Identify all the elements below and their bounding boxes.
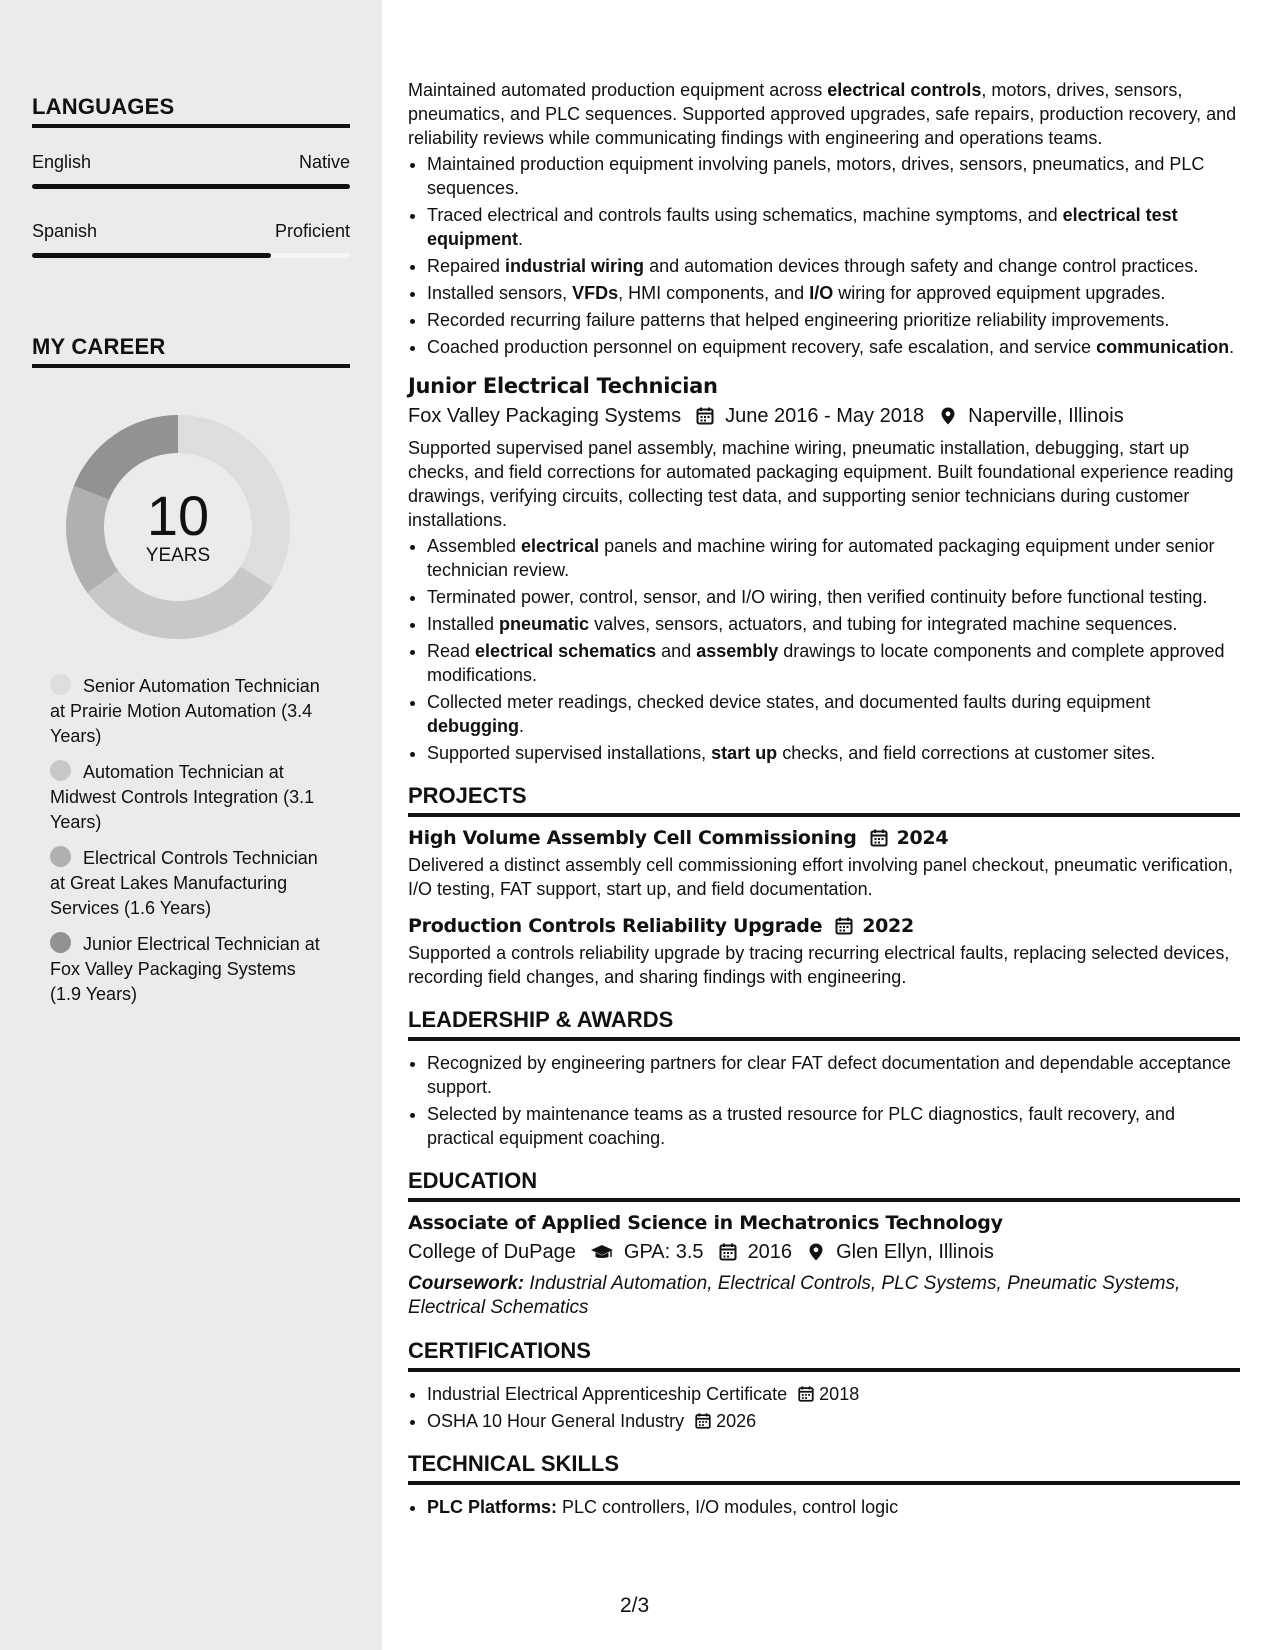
skills-heading: TECHNICAL SKILLS	[408, 1451, 1240, 1485]
coursework-list: Industrial Automation, Electrical Controls, PLC Systems, Pneumatic Systems, Electrical Schematics	[408, 1273, 1181, 1318]
text: wiring for approved equipment upgrades.	[833, 283, 1166, 303]
job-location: Naperville, Illinois	[968, 405, 1124, 427]
job-summary	[408, 78, 1240, 150]
language-name: Spanish	[32, 221, 98, 241]
text: .	[518, 229, 524, 249]
career-legend-item	[50, 674, 330, 749]
job-title: Junior Electrical Technician	[408, 374, 718, 398]
career-legend-item	[50, 760, 330, 835]
project-title-row	[408, 915, 1240, 937]
leadership-item: • Selected by maintenance teams as a trusted resource for PLC diagnostics, fault recovery, and practical equipment coaching.	[427, 1102, 1240, 1150]
keyword: start up	[711, 743, 778, 763]
degree-title: Associate of Applied Science in Mechatronics Technology	[408, 1212, 1003, 1234]
leadership-list	[408, 1051, 1240, 1150]
job-bullet: • Maintained production equipment involving panels, motors, drives, sensors, pneumatics, and PLC sequences.	[427, 152, 1240, 200]
keyword: industrial wiring	[505, 256, 645, 276]
career-legend-item	[50, 846, 330, 921]
career-total-years: 10	[146, 484, 210, 547]
language-row-english	[32, 152, 350, 173]
graduation-cap-icon	[590, 1242, 614, 1262]
text: .	[1229, 337, 1235, 357]
calendar-icon	[695, 406, 715, 426]
project-year: 2022	[862, 915, 914, 937]
job-bullet	[427, 690, 1240, 738]
legend-dot-icon	[50, 674, 71, 695]
text: and automation devices through safety and change control practices.	[644, 256, 1199, 276]
legend-dot-icon	[50, 932, 71, 953]
calendar-icon	[718, 1242, 738, 1262]
career-legend-label: Junior Electrical Technician at Fox Valley Packaging Systems (1.9 Years)	[50, 934, 320, 1004]
job-bullet: • Terminated power, control, sensor, and I/O wiring, then verified continuity before functional testing.	[427, 585, 1240, 609]
project-title: Production Controls Reliability Upgrade	[408, 915, 823, 937]
text: Read	[427, 641, 476, 661]
project-year: 2024	[896, 827, 949, 849]
certification-year: 2018	[819, 1384, 860, 1404]
job-bullets	[408, 152, 1240, 359]
keyword: electrical schematics	[475, 641, 657, 661]
project-title-row	[408, 827, 1240, 849]
career-legend-item	[50, 932, 330, 1007]
text: valves, sensors, actuators, and tubing for integrated machine sequences.	[589, 614, 1178, 634]
job-meta	[408, 402, 1240, 430]
keyword: pneumatic	[499, 614, 590, 634]
calendar-icon	[834, 916, 854, 936]
education-gpa: GPA: 3.5	[623, 1241, 704, 1263]
keyword: assembly	[696, 641, 779, 661]
career-years-unit: YEARS	[145, 545, 211, 566]
career-legend-label: Automation Technician at Midwest Controls Integration (3.1 Years)	[50, 762, 315, 832]
language-name: English	[32, 152, 92, 172]
text: Assembled	[427, 536, 522, 556]
job-bullet	[427, 639, 1240, 687]
text: drawings to locate components and complete approved modifications.	[427, 641, 1225, 685]
skills-list	[408, 1495, 1240, 1519]
keyword: debugging	[427, 716, 519, 736]
skill-label: PLC Platforms:	[427, 1497, 558, 1517]
education-location: Glen Ellyn, Illinois	[836, 1241, 994, 1263]
text: Coached production personnel on equipment recovery, safe escalation, and service	[427, 337, 1097, 357]
project-title: High Volume Assembly Cell Commissioning	[408, 827, 857, 849]
text: and	[656, 641, 697, 661]
text: Installed	[427, 614, 500, 634]
education-meta	[408, 1238, 1240, 1266]
project-description: Supported a controls reliability upgrade by tracing recurring electrical faults, replacing selected devices, recording field changes, and sharing findings with engineering.	[408, 943, 1230, 987]
certification-item	[427, 1382, 1240, 1406]
leadership-heading: LEADERSHIP & AWARDS	[408, 1007, 1240, 1041]
language-bar-fill	[32, 184, 350, 189]
page-number: 2/3	[620, 1594, 650, 1617]
career-donut-chart	[66, 415, 290, 639]
keyword: I/O	[809, 283, 834, 303]
career-heading: MY CAREER	[32, 334, 350, 368]
leadership-item: • Recognized by engineering partners for clear FAT defect documentation and dependable acceptance support.	[427, 1051, 1240, 1099]
text: Installed sensors,	[427, 283, 573, 303]
text: Collected meter readings, checked device states, and documented faults during equipment	[427, 692, 1151, 712]
skill-value: PLC controllers, I/O modules, control logic	[557, 1497, 899, 1517]
job-bullet	[427, 335, 1240, 359]
sidebar	[0, 0, 382, 1650]
keyword: electrical controls	[827, 80, 982, 100]
text: Supported supervised installations,	[427, 743, 712, 763]
languages-heading: LANGUAGES	[32, 94, 350, 128]
career-legend-label: Senior Automation Technician at Prairie Motion Automation (3.4 Years)	[50, 676, 320, 746]
language-bar-spanish	[32, 253, 350, 258]
location-pin-icon	[806, 1242, 826, 1262]
coursework	[408, 1272, 1240, 1320]
certifications-list	[408, 1382, 1240, 1433]
text: , HMI components, and	[618, 283, 810, 303]
career-legend-label: Electrical Controls Technician at Great Lakes Manufacturing Services (1.6 Years)	[50, 848, 318, 918]
job-bullet: • Recorded recurring failure patterns that helped engineering prioritize reliability improvements.	[427, 308, 1240, 332]
job-bullet	[427, 203, 1240, 251]
text: Maintained automated production equipment across	[408, 80, 828, 100]
career-legend	[50, 674, 330, 1018]
job-bullet	[427, 254, 1240, 278]
calendar-icon	[694, 1412, 712, 1430]
job-bullet	[427, 741, 1240, 765]
projects-heading: PROJECTS	[408, 783, 1240, 817]
text: checks, and field corrections at customer sites.	[777, 743, 1156, 763]
keyword: electrical test equipment	[427, 205, 1178, 249]
project-description: Delivered a distinct assembly cell commissioning effort involving panel checkout, pneumatic verification, I/O testing, FAT support, start up, and field documentation.	[408, 855, 1234, 899]
school-name: College of DuPage	[408, 1241, 576, 1263]
legend-dot-icon	[50, 846, 71, 867]
language-level: Native	[298, 152, 350, 172]
certification-year: 2026	[716, 1411, 757, 1431]
text: Traced electrical and controls faults using schematics, machine symptoms, and	[427, 205, 1063, 225]
language-bar-english	[32, 184, 350, 189]
certifications-heading: CERTIFICATIONS	[408, 1338, 1240, 1372]
education-year: 2016	[747, 1241, 793, 1263]
certification-name: Industrial Electrical Apprenticeship Certificate	[427, 1384, 788, 1404]
keyword: electrical	[521, 536, 600, 556]
keyword: communication	[1096, 337, 1230, 357]
skill-item	[427, 1495, 1240, 1519]
company-name: Fox Valley Packaging Systems	[408, 405, 682, 427]
location-pin-icon	[938, 406, 958, 426]
calendar-icon	[797, 1385, 815, 1403]
main-content	[408, 78, 1240, 1522]
keyword: VFDs	[572, 283, 619, 303]
text: Repaired	[427, 256, 506, 276]
legend-dot-icon	[50, 760, 71, 781]
certification-name: OSHA 10 Hour General Industry	[427, 1411, 685, 1431]
job-bullets	[408, 534, 1240, 765]
career-donut-center	[66, 415, 290, 639]
language-bar-fill	[32, 253, 271, 258]
certification-item	[427, 1409, 1240, 1433]
text: .	[518, 716, 524, 736]
education-heading: EDUCATION	[408, 1168, 1240, 1202]
coursework-label: Coursework:	[408, 1273, 525, 1294]
calendar-icon	[869, 828, 889, 848]
job-summary: Supported supervised panel assembly, machine wiring, pneumatic installation, debugging, start up checks, and field corrections for automated packaging equipment. Built foundational experience reading drawings, verifying circuits, collecting test data, and supporting senior technicians during customer installations.	[408, 438, 1234, 530]
job-dates: June 2016 - May 2018	[725, 405, 925, 427]
language-level: Proficient	[274, 221, 350, 241]
job-bullet	[427, 281, 1240, 305]
job-bullet	[427, 612, 1240, 636]
text: panels and machine wiring for automated packaging equipment under senior technician review.	[427, 536, 1215, 580]
language-row-spanish	[32, 221, 350, 242]
text: , motors, drives, sensors, pneumatics, and PLC sequences. Supported approved upgrades, safe repairs, production recovery, and reliability reviews while communicating findings with engineering and operations teams.	[408, 80, 1237, 148]
job-bullet	[427, 534, 1240, 582]
